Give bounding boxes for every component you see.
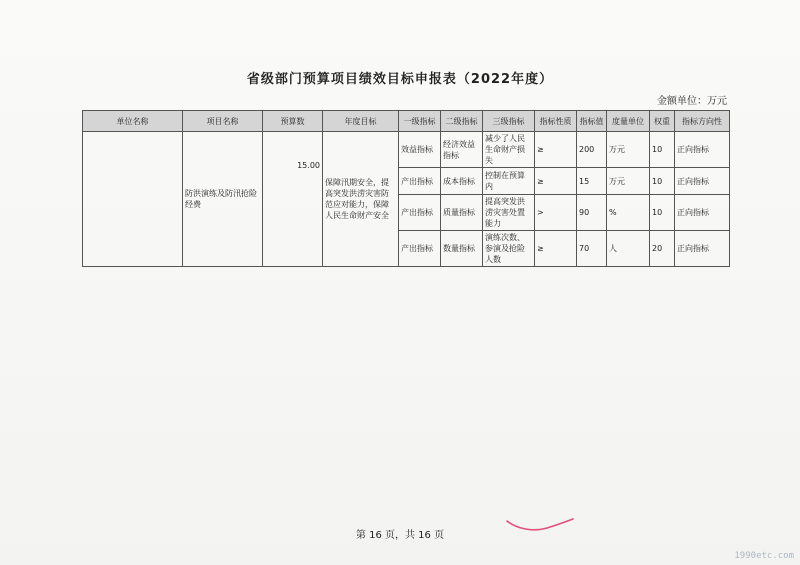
level2-cell: 经济效益指标 — [441, 132, 483, 168]
header-cell: 指标方向性 — [675, 111, 730, 132]
level1-cell: 产出指标 — [399, 195, 441, 231]
nature-cell: ≥ — [535, 231, 577, 267]
header-cell: 指标性质 — [535, 111, 577, 132]
header-cell: 指标值 — [577, 111, 607, 132]
direction-cell: 正向指标 — [675, 168, 730, 195]
header-cell: 二级指标 — [441, 111, 483, 132]
level2-cell: 数量指标 — [441, 231, 483, 267]
level2-cell: 成本指标 — [441, 168, 483, 195]
level3-cell: 提高突发洪涝灾害处置能力 — [483, 195, 535, 231]
value-cell: 200 — [577, 132, 607, 168]
page-title: 省级部门预算项目绩效目标申报表（2022年度） — [246, 72, 554, 87]
level1-cell: 效益指标 — [399, 132, 441, 168]
header-cell: 年度目标 — [323, 111, 399, 132]
level3-cell: 控制在预算内 — [483, 168, 535, 195]
budget-cell — [263, 132, 323, 267]
header-cell: 一级指标 — [399, 111, 441, 132]
annual-goal-cell: 保障汛期安全，提高突发洪涝灾害防范应对能力，保障人民生命财产安全 — [323, 132, 399, 267]
project-name-cell: 防洪演练及防汛抢险经费 — [183, 132, 263, 267]
direction-cell: 正向指标 — [675, 132, 730, 168]
header-cell: 三级指标 — [483, 111, 535, 132]
nature-cell: > — [535, 195, 577, 231]
unit-cell: 万元 — [607, 132, 650, 168]
header-cell: 项目名称 — [183, 111, 263, 132]
unit-cell: 万元 — [607, 168, 650, 195]
header-cell: 预算数 — [263, 111, 323, 132]
level3-cell: 减少了人民生命财产损失 — [483, 132, 535, 168]
nature-cell: ≥ — [535, 132, 577, 168]
level3-cell: 演练次数、参演及抢险人数 — [483, 231, 535, 267]
level2-cell: 质量指标 — [441, 195, 483, 231]
value-cell: 70 — [577, 231, 607, 267]
header-cell: 权重 — [650, 111, 675, 132]
budget-value: 15.00 — [297, 160, 320, 170]
value-cell: 15 — [577, 168, 607, 195]
unit-cell: % — [607, 195, 650, 231]
amount-unit-label: 金额单位：万元 — [657, 96, 727, 107]
table-header-row — [83, 111, 730, 132]
weight-cell: 20 — [650, 231, 675, 267]
weight-cell: 10 — [650, 168, 675, 195]
header-cell: 度量单位 — [607, 111, 650, 132]
page-footer: 第 16 页，共 16 页 — [355, 530, 445, 541]
direction-cell: 正向指标 — [675, 231, 730, 267]
nature-cell: ≥ — [535, 168, 577, 195]
table-row — [83, 132, 730, 168]
level1-cell: 产出指标 — [399, 231, 441, 267]
performance-table — [82, 110, 730, 267]
unit-cell: 人 — [607, 231, 650, 267]
direction-cell: 正向指标 — [675, 195, 730, 231]
site-watermark: 1990etc.com — [734, 551, 794, 561]
unit-name-cell — [83, 132, 183, 267]
weight-cell: 10 — [650, 195, 675, 231]
value-cell: 90 — [577, 195, 607, 231]
header-cell: 单位名称 — [83, 111, 183, 132]
weight-cell: 10 — [650, 132, 675, 168]
level1-cell: 产出指标 — [399, 168, 441, 195]
